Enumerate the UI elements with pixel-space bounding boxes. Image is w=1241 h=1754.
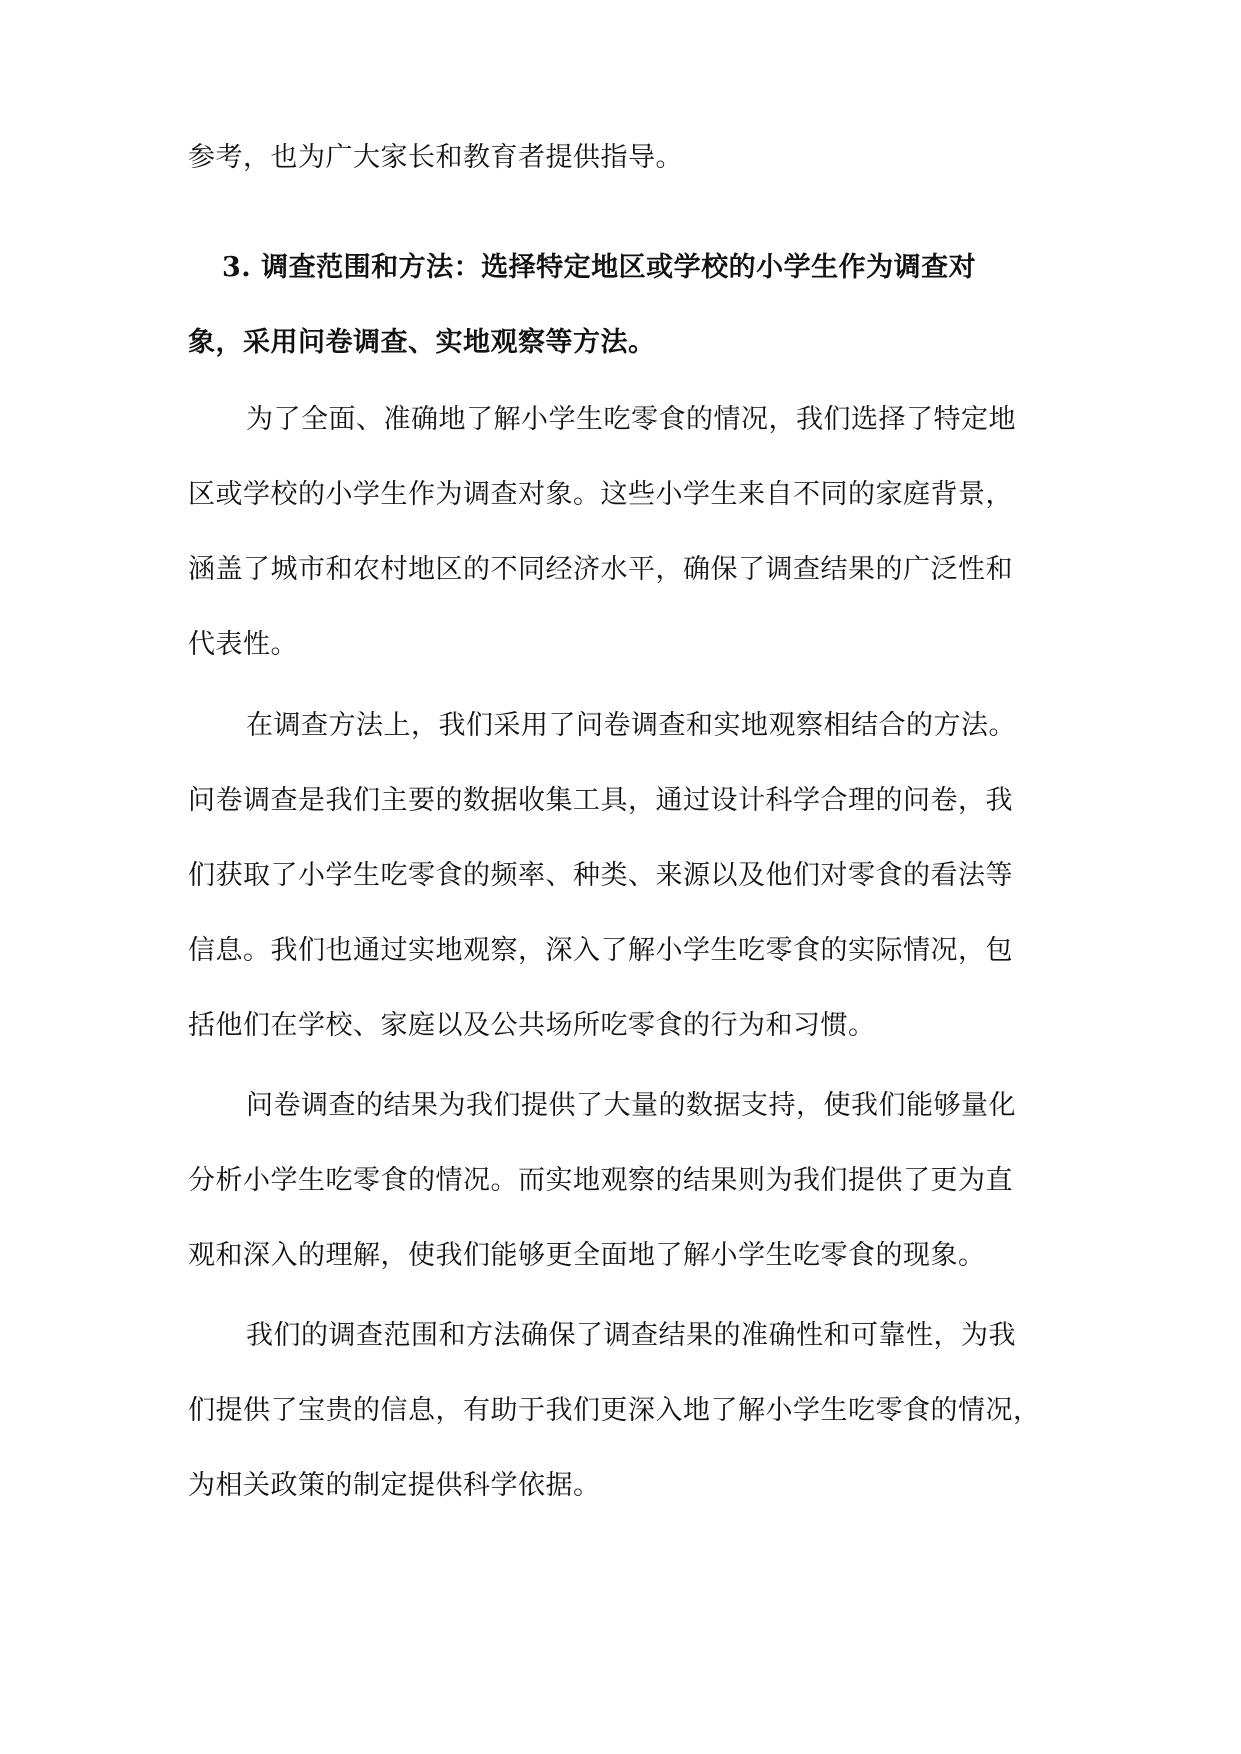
text-line: 在调查方法上，我们采用了问卷调查和实地观察相结合的方法。	[246, 710, 1016, 741]
paragraph	[188, 1298, 1041, 1523]
text-line: 区或学校的小学生作为调查对象。这些小学生来自不同的家庭背景，	[188, 479, 1013, 510]
heading-line: 象，采用问卷调查、实地观察等方法。	[188, 327, 656, 358]
text-line: 问卷调查是我们主要的数据收集工具，通过设计科学合理的问卷，我	[188, 785, 1013, 816]
paragraph	[188, 1068, 1016, 1293]
text-line: 参考，也为广大家长和教育者提供指导。	[188, 142, 683, 173]
text-line: 括他们在学校、家庭以及公共场所吃零食的行为和习惯。	[188, 1010, 876, 1041]
section-heading	[188, 230, 976, 380]
text-line: 涵盖了城市和农村地区的不同经济水平，确保了调查结果的广泛性和	[188, 554, 1013, 585]
text-line: 们获取了小学生吃零食的频率、种类、来源以及他们对零食的看法等	[188, 860, 1013, 891]
text-line: 为相关政策的制定提供科学依据。	[188, 1470, 601, 1501]
text-line: 为了全面、准确地了解小学生吃零食的情况，我们选择了特定地	[246, 404, 1016, 435]
paragraph	[188, 688, 1016, 1063]
text-line: 们提供了宝贵的信息，有助于我们更深入地了解小学生吃零食的情况，	[188, 1395, 1041, 1426]
text-line: 问卷调查的结果为我们提供了大量的数据支持，使我们能够量化	[246, 1090, 1016, 1121]
text-line: 信息。我们也通过实地观察，深入了解小学生吃零食的实际情况，包	[188, 935, 1013, 966]
text-line: 代表性。	[188, 629, 298, 660]
continued-paragraph	[188, 120, 683, 195]
text-line: 分析小学生吃零食的情况。而实地观察的结果则为我们提供了更为直	[188, 1165, 1013, 1196]
paragraph	[188, 382, 1016, 682]
text-line: 观和深入的理解，使我们能够更全面地了解小学生吃零食的现象。	[188, 1240, 986, 1271]
text-line: 我们的调查范围和方法确保了调查结果的准确性和可靠性，为我	[246, 1320, 1016, 1351]
heading-line: 3. 调查范围和方法：选择特定地区或学校的小学生作为调查对	[222, 252, 977, 283]
